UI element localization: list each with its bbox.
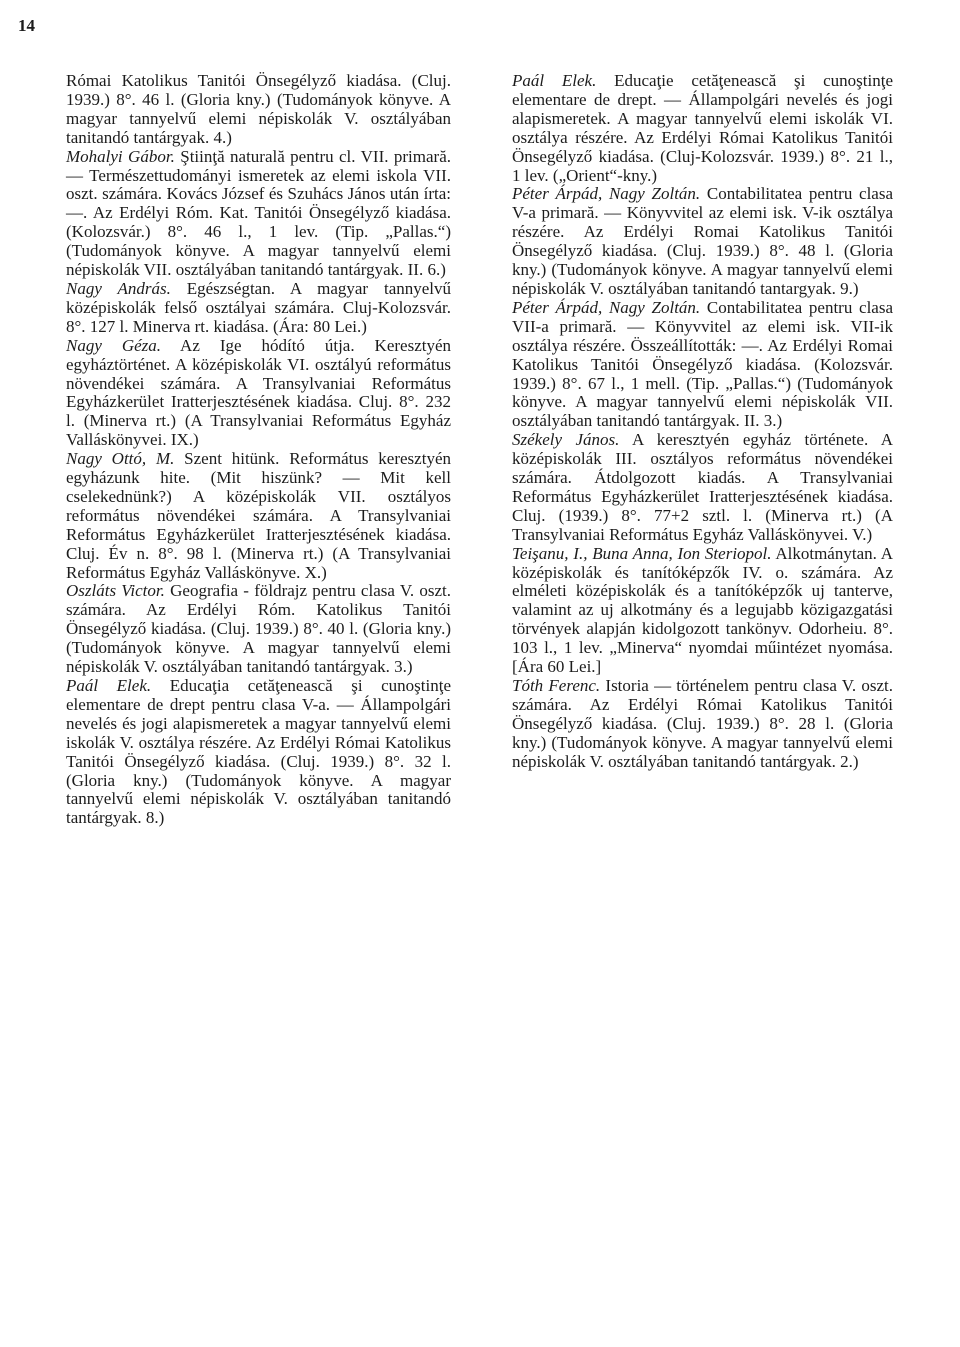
left-column — [66, 72, 451, 828]
bibliography-entry — [512, 677, 893, 772]
entry-text: Római Katolikus Tanitói Önsegélyző kiadása. (Cluj. 1939.) 8°. 46 l. (Gloria kny.) (Tudományok könyve. A magyar tannyelvű elemi népiskolák V. osztályában tanitandó tantárgyak. 4.) — [66, 71, 451, 147]
bibliography-entry — [66, 582, 451, 677]
page-number: 14 — [18, 16, 35, 35]
entry-text: Educaţia cetăţenească şi cunoştinţe elementare de drept pentru clasa V-a. — Állampolgári nevelés és jogi alapismeretek a magyar tannyelvű elemi iskolák V. osztálya részére. Az Erdélyi Római Katolikus Tanitói Önsegélyző kiadása. (Cluj. 1939.) 8°. 32 l. (Gloria kny.) (Tudományok könyve. A magyar tannyelvű elemi népiskolák V. osztályában tanitandó tantárgyak. 8.) — [66, 676, 452, 828]
bibliography-entry — [66, 677, 451, 828]
entry-author: Teişanu, I., Buna Anna, Ion Steriopol. — [512, 543, 772, 563]
entry-text: A keresztyén egyház története. A középiskolák III. osztályos református növendékei számára. Átdolgozott kiadás. A Transylvaniai Református Egyházkerület Iratterjesztésének kiadása. Cluj. (1939.) 8°. 77+2 sztl. l. (Minerva rt.) (A Transylvaniai Református Egyház Valláskönyvei. V.) — [512, 430, 894, 544]
bibliography-entry — [66, 450, 451, 582]
entry-text: Contabilitatea pentru clasa V-a primară. — Könyvvitel az elemi isk. V-ik osztálya részére. Az Erdélyi Romai Katolikus Tanitói Önsegélyző kiadása. (Cluj. 1939.) 8°. 48 l. (Gloria kny.) (Tudományok könyve. A magyar tannyelvű elemi népiskolák V. osztályában tanitandó tantargyak. 9.) — [512, 184, 893, 298]
bibliography-entry — [66, 337, 451, 450]
bibliography-entry — [66, 148, 451, 280]
bibliography-entry — [512, 72, 893, 185]
bibliography-entry — [66, 280, 451, 337]
entry-text: Educaţie cetăţenească şi cunoştinţe elementare de drept. — Állampolgári nevelés és jogi alapismeretek. A magyar tannyelvű elemi iskolák VI. osztálya részére. Az Erdélyi Római Katolikus Tanitói Önsegélyző kiadása. (Cluj-Kolozsvár. 1939.) 8°. 21 l., 1 lev. („Orient“-kny.) — [512, 71, 893, 185]
entry-author: Paál Elek. — [512, 71, 597, 90]
entry-author: Mohalyi Gábor. — [66, 146, 175, 166]
entry-author: Nagy András. — [66, 278, 171, 298]
bibliography-entry — [512, 185, 893, 298]
entry-text: Szent hitünk. Református keresztyén egyházunk hite. (Mit hiszünk? — Mit kell cselekednünk?) A középiskolák VII. osztályos református növendékei számára. A Transylvaniai Református Egyházkerület Iratterjesztésének kiadása. Cluj. Év n. 8°. 98 l. (Minerva rt.) (A Transylvaniai Református Egyház Valláskönyve. X.) — [66, 449, 451, 582]
entry-text: Alkotmánytan. A középiskolák és tanítóképzők IV. o. számára. Az elméleti középiskolák és a tanítóképzők uj tanterve, valamint az uj alkotmány és a legujabb közigazgatási törvények alapján kidolgozott tankönyv. Odorheiu. 8°. 103 l., 1 lev. „Minerva“ nyomdai műintézet nyomása. [Ára 60 Lei.] — [512, 543, 893, 677]
entry-text: Egészségtan. A magyar tannyelvű középiskolák felső osztályai számára. Cluj-Kolozsvár. 8°. 127 l. Minerva rt. kiadása. (Ára: 80 Lei.) — [66, 278, 452, 336]
entry-author: Nagy Ottó, M. — [66, 449, 175, 469]
entry-author: Oszláts Victor. — [66, 581, 165, 601]
entry-author: Péter Árpád, Nagy Zoltán. — [512, 184, 701, 204]
entry-author: Péter Árpád, Nagy Zoltán. — [512, 297, 701, 317]
entry-text: Ştiinţă naturală pentru cl. VII. primară. — Természettudományi ismeretek az elemi iskola VII. oszt. számára. Kovács József és Szuhács János után írta: —. Az Erdélyi Róm. Kat. Tanitói Önsegélyző kiadása. (Kolozsvár.) 8°. 46 l., 1 lev. (Tip. „Pallas.“) (Tudományok könyve. A magyar tannyelvű elemi népiskolák VII. osztályában tanitandó tantárgyak. II. 6.) — [66, 146, 451, 280]
entry-text: Contabilitatea pentru clasa VII-a primară. — Könyvvitel az elemi isk. VII-ik osztálya részére. Összeállították: —. Az Erdélyi Romai Katolikus Tanitói Önsegélyző kiadása. (Kolozsvár. 1939.) 8°. 67 l., 1 mell. (Tip. „Pallas.“) (Tudományok könyve. A magyar tannyelvű elemi népiskolák VII. osztályában tanitandó tantárgyak. II. 3.) — [512, 297, 893, 431]
entry-text: Istoria — történelem pentru clasa V. oszt. számára. Az Erdélyi Római Katolikus Tanitói Önsegélyző kiadása. (Cluj. 1939.) 8°. 28 l. (Gloria kny.) (Tudományok könyve. A magyar tannyelvű elemi népiskolák V. osztályában tanitandó tantárgyak. 2.) — [512, 676, 893, 771]
right-column — [512, 72, 893, 772]
entry-author: Paál Elek. — [66, 676, 152, 695]
bibliography-entry — [66, 72, 451, 148]
entry-author: Székely János. — [512, 430, 620, 450]
bibliography-entry — [512, 299, 893, 431]
bibliography-entry — [512, 545, 893, 677]
bibliography-entry — [512, 431, 893, 544]
entry-author: Tóth Ferenc. — [512, 676, 601, 695]
entry-text: Geografia - földrajz pentru clasa V. oszt. számára. Az Erdélyi Róm. Katolikus Tanitói Önsegélyző kiadása. (Cluj. 1939.) 8°. 40 l. (Gloria kny.) (Tudományok könyve. A magyar tannyelvű elemi népiskolák V. osztályában tanitandó tantárgyak. 3.) — [66, 581, 452, 677]
entry-author: Nagy Géza. — [66, 335, 162, 355]
entry-text: Az Ige hódító útja. Keresztyén egyháztörténet. A középiskolák VI. osztályú református növendékei számára. A Transylvaniai Református Egyházkerület Iratterjesztésének kiadása. Cluj. 8°. 232 l. (Minerva rt.) (A Transylvaniai Református Egyház Valláskönyvei. IX.) — [66, 335, 452, 450]
